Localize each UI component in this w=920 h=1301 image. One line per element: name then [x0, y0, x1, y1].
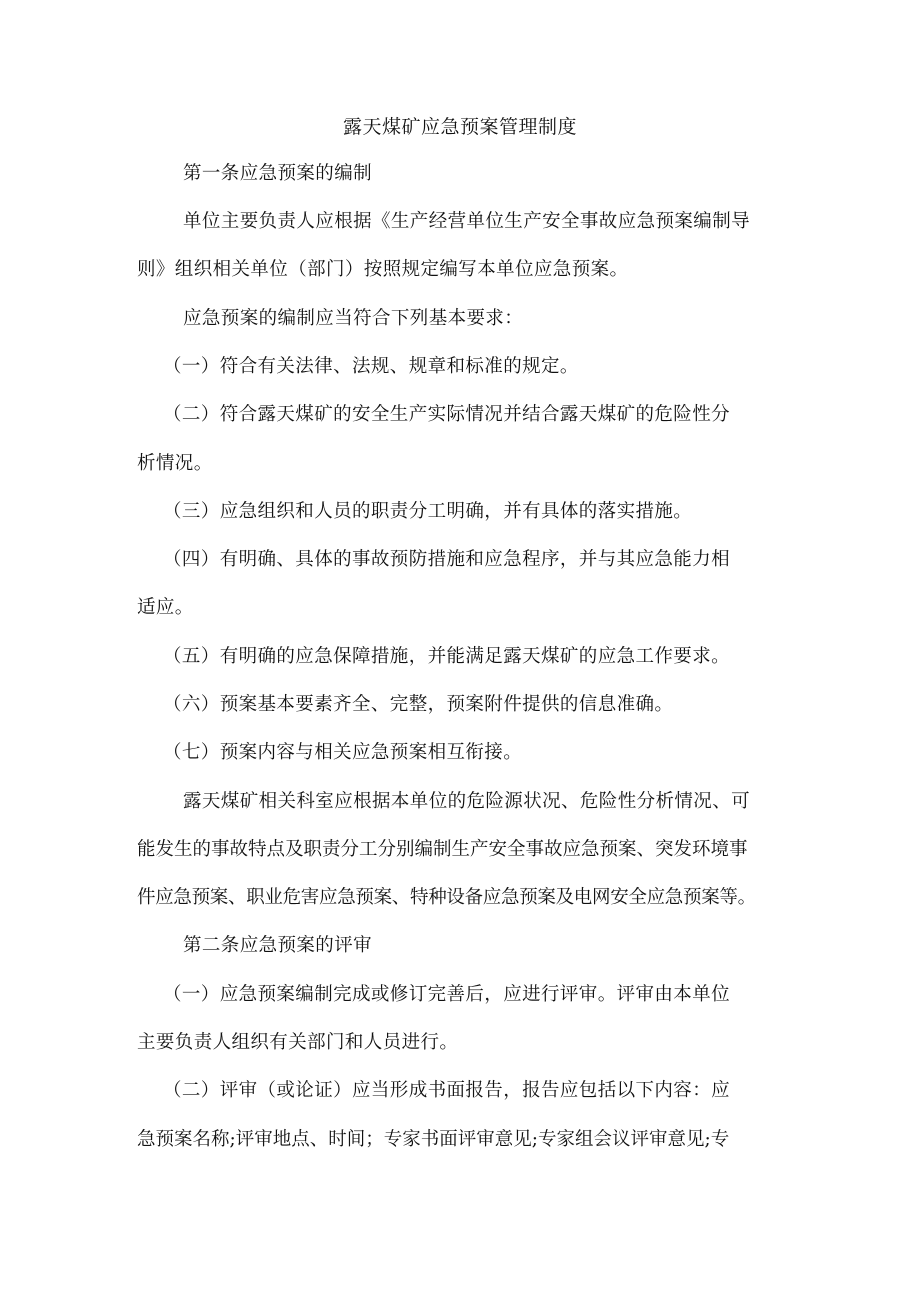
- review-item-2: （二）评审（或论证）应当形成书面报告，报告应包括以下内容：应: [163, 1080, 731, 1101]
- review-item-1-cont: 主要负责人组织有关部门和人员进行。: [137, 1032, 459, 1053]
- list-item-5: （五）有明确的应急保障措施，并能满足露天煤矿的应急工作要求。: [163, 646, 731, 667]
- paragraph-line: 露天煤矿相关科室应根据本单位的危险源状况、危险性分析情况、可: [183, 791, 751, 812]
- list-item-2-cont: 析情况。: [137, 453, 213, 474]
- paragraph-line: 件应急预案、职业危害应急预案、特种设备应急预案及电网安全应急预案等。: [137, 887, 756, 908]
- review-item-1: （一）应急预案编制完成或修订完善后，应进行评审。评审由本单位: [163, 984, 731, 1005]
- paragraph-line: 单位主要负责人应根据《生产经营单位生产安全事故应急预案编制导: [183, 211, 751, 232]
- list-item-4-cont: 适应。: [137, 597, 194, 618]
- list-item-2: （二）符合露天煤矿的安全生产实际情况并结合露天煤矿的危险性分: [163, 404, 731, 425]
- list-item-7: （七）预案内容与相关应急预案相互衔接。: [163, 742, 523, 763]
- section-heading-1: 第一条应急预案的编制: [183, 163, 373, 184]
- list-item-4: （四）有明确、具体的事故预防措施和应急程序，并与其应急能力相: [163, 549, 731, 570]
- list-item-1: （一）符合有关法律、法规、规章和标准的规定。: [163, 356, 579, 377]
- paragraph-line: 应急预案的编制应当符合下列基本要求：: [183, 308, 524, 329]
- paragraph-line: 能发生的事故特点及职责分工分别编制生产安全事故应急预案、突发环境事: [137, 839, 748, 860]
- section-heading-2: 第二条应急预案的评审: [183, 935, 373, 956]
- document-title: 露天煤矿应急预案管理制度: [342, 116, 577, 138]
- review-item-2-cont: 急预案名称;评审地点、时间；专家书面评审意见;专家组会议评审意见;专: [137, 1129, 730, 1150]
- paragraph-line: 则》组织相关单位（部门）按照规定编写本单位应急预案。: [137, 259, 629, 280]
- list-item-6: （六）预案基本要素齐全、完整，预案附件提供的信息准确。: [163, 694, 674, 715]
- list-item-3: （三）应急组织和人员的职责分工明确，并有具体的落实措施。: [163, 501, 693, 522]
